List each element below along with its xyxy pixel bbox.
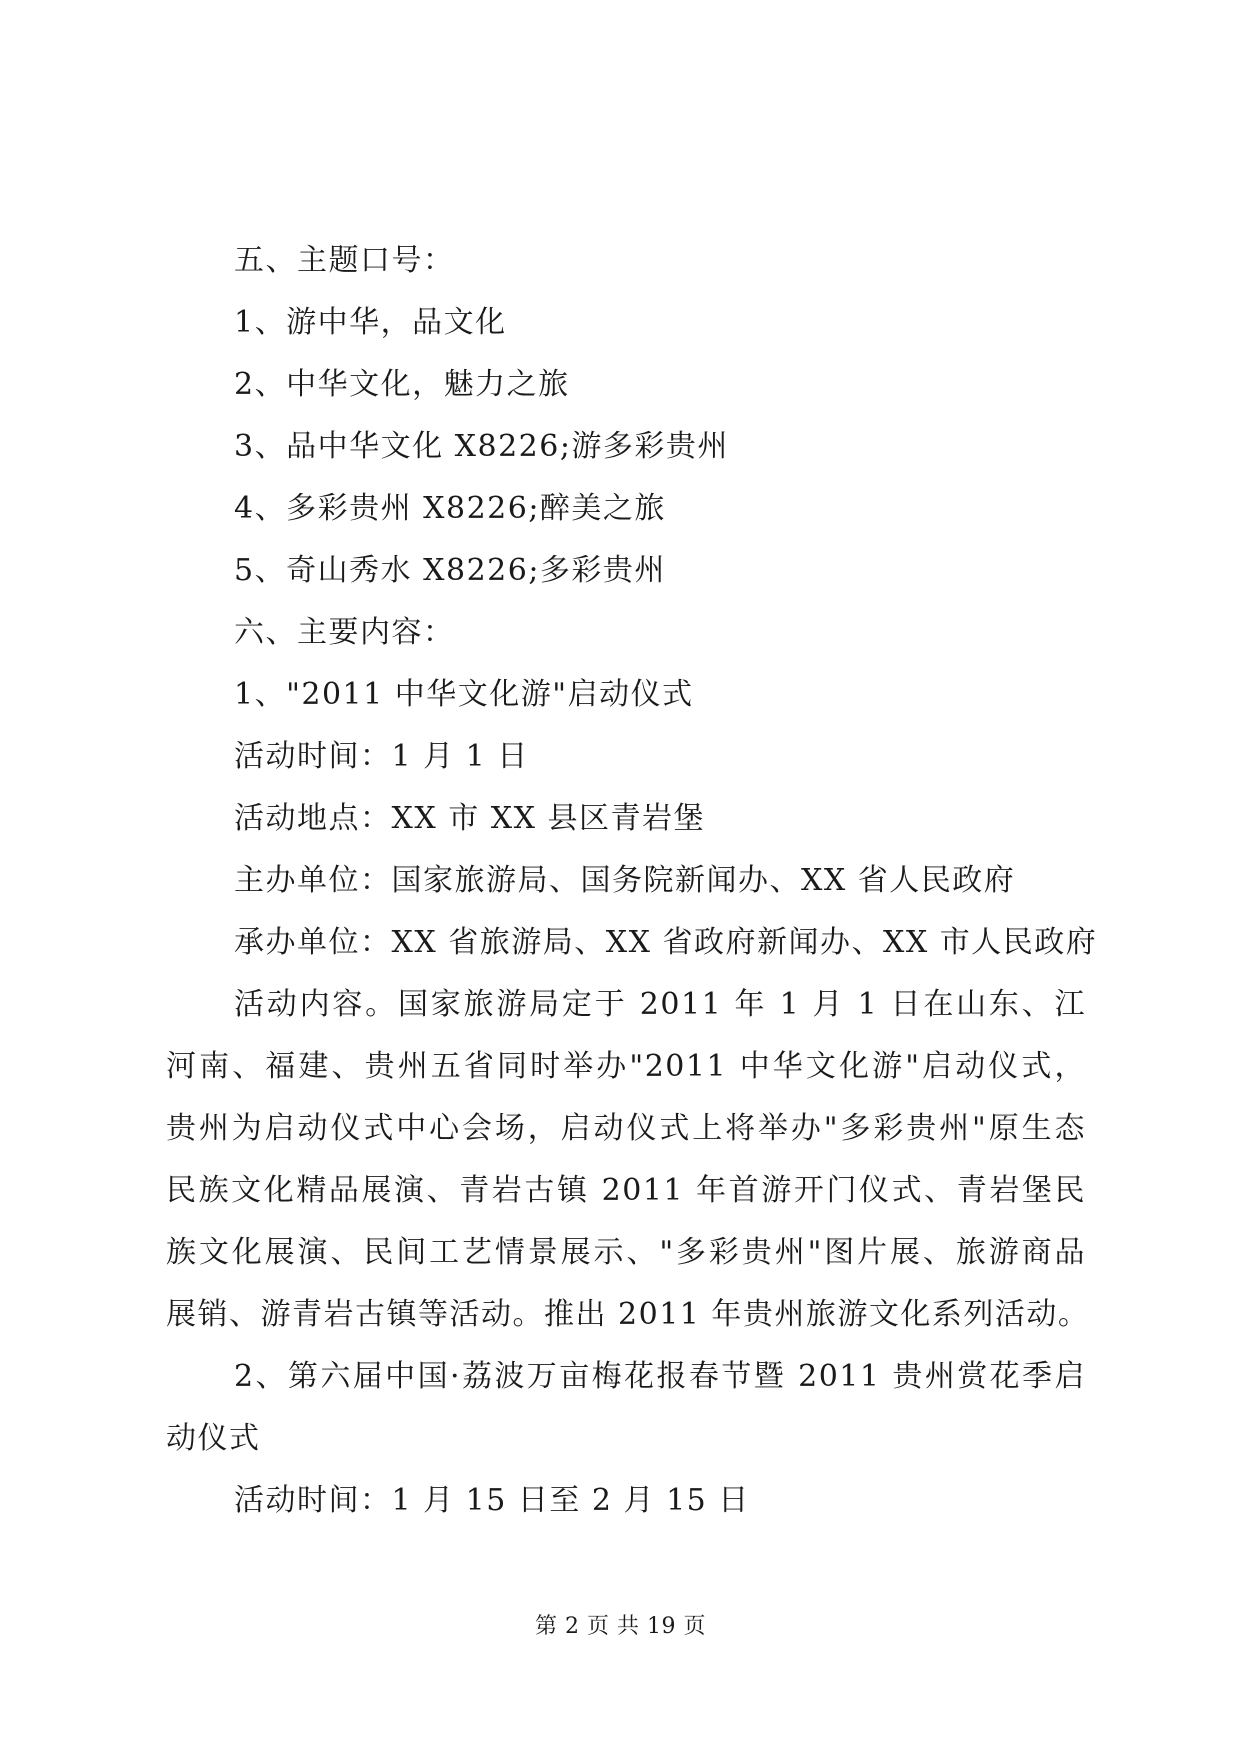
section-heading-slogans: 五、主题口号： <box>234 243 455 278</box>
paragraph-line: 展销、游青岩古镇等活动。推出 2011 年贵州旅游文化系列活动。 <box>166 1297 1090 1332</box>
paragraph-line: 2、第六届中国·荔波万亩梅花报春节暨 2011 贵州赏花季启 <box>234 1359 1086 1394</box>
paragraph-line: 河南、福建、贵州五省同时举办"2011 中华文化游"启动仪式， <box>166 1049 1086 1084</box>
festival-time: 活动时间：1 月 15 日至 2 月 15 日 <box>234 1483 750 1518</box>
slogan-item: 5、奇山秀水 X8226;多彩贵州 <box>234 553 666 588</box>
paragraph-line: 族文化展演、民间工艺情景展示、"多彩贵州"图片展、旅游商品 <box>166 1235 1086 1270</box>
event-title: 1、"2011 中华文化游"启动仪式 <box>234 677 694 712</box>
slogan-item: 4、多彩贵州 X8226;醉美之旅 <box>234 491 666 526</box>
document-body <box>166 230 1098 1532</box>
event-undertaker: 承办单位：XX 省旅游局、XX 省政府新闻办、XX 市人民政府 <box>234 925 1098 960</box>
event-organizer: 主办单位：国家旅游局、国务院新闻办、XX 省人民政府 <box>234 863 1016 898</box>
event-time: 活动时间：1 月 1 日 <box>234 739 529 774</box>
slogan-item: 1、游中华，品文化 <box>234 305 507 340</box>
slogan-item: 3、品中华文化 X8226;游多彩贵州 <box>234 429 729 464</box>
activity-paragraph <box>166 974 1090 1346</box>
paragraph-line: 活动内容。国家旅游局定于 2011 年 1 月 1 日在山东、江 <box>234 987 1086 1022</box>
paragraph-line: 贵州为启动仪式中心会场，启动仪式上将举办"多彩贵州"原生态 <box>166 1111 1086 1146</box>
page-footer: 第 2 页 共 19 页 <box>535 1614 706 1639</box>
event-location: 活动地点：XX 市 XX 县区青岩堡 <box>234 801 706 836</box>
paragraph-line: 民族文化精品展演、青岩古镇 2011 年首游开门仪式、青岩堡民 <box>166 1173 1086 1208</box>
section-heading-contents: 六、主要内容： <box>234 615 455 650</box>
paragraph-line: 动仪式 <box>166 1421 261 1456</box>
slogan-item: 2、中华文化，魅力之旅 <box>234 367 570 402</box>
festival-paragraph <box>166 1346 1086 1470</box>
